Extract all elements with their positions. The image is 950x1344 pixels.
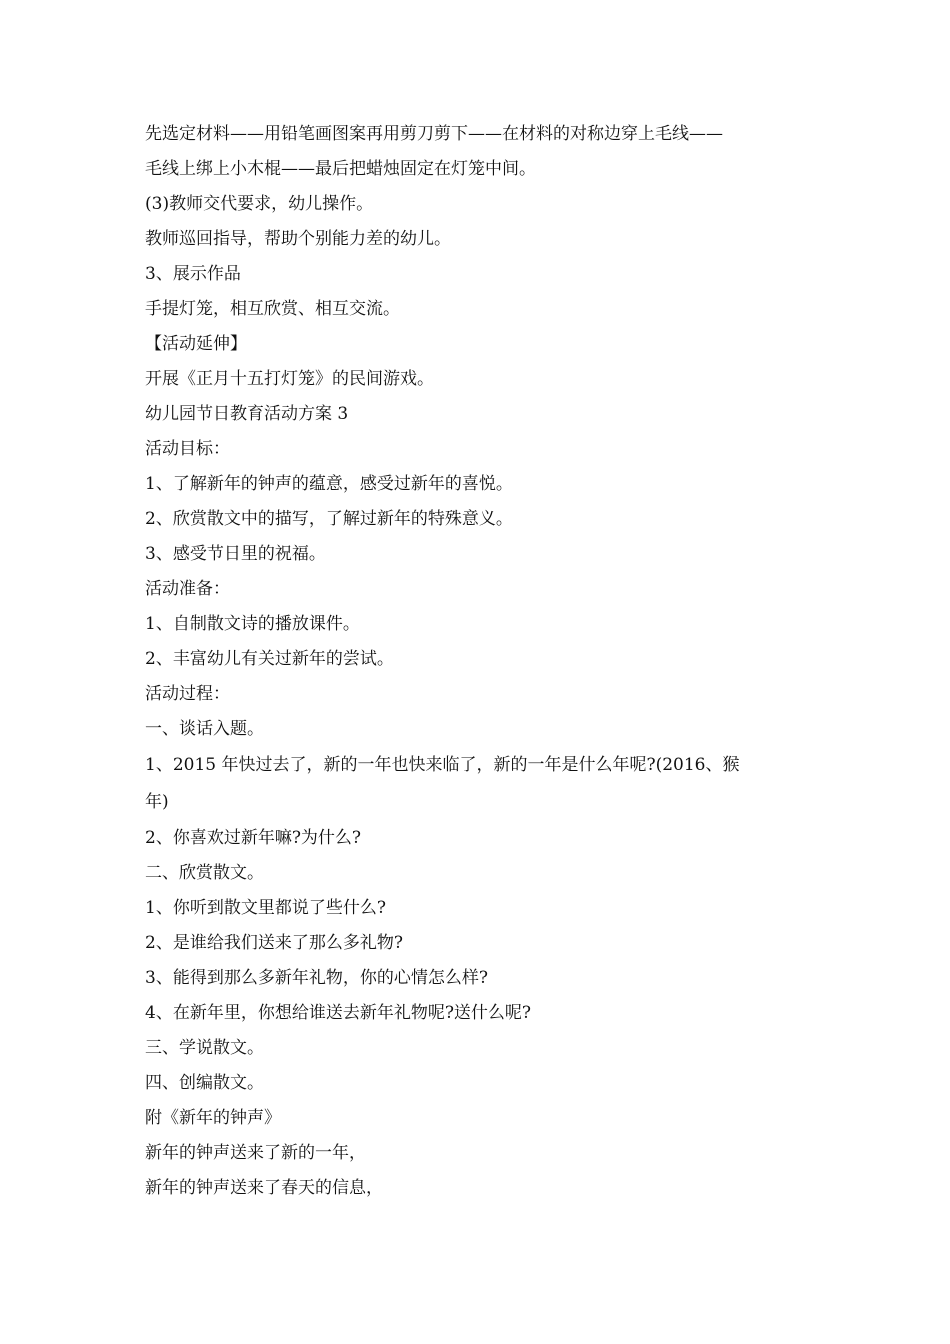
text-line: 2、你喜欢过新年嘛?为什么? (145, 828, 362, 848)
section-heading: 活动过程： (145, 684, 230, 704)
section-heading: 活动目标： (145, 439, 230, 459)
text-line: 新年的钟声送来了新的一年， (145, 1143, 366, 1163)
text-line: 四、创编散文。 (145, 1073, 264, 1093)
section-heading: 【活动延伸】 (145, 334, 247, 354)
text-line: 二、欣赏散文。 (145, 863, 264, 883)
text-line: 教师巡回指导，帮助个别能力差的幼儿。 (145, 229, 451, 249)
text-line: 三、学说散文。 (145, 1038, 264, 1058)
text-line: 2、是谁给我们送来了那么多礼物? (145, 933, 403, 953)
text-line: 1、自制散文诗的播放课件。 (145, 614, 360, 634)
text-line: 4、在新年里，你想给谁送去新年礼物呢?送什么呢? (145, 1003, 532, 1023)
text-line: 附《新年的钟声》 (145, 1108, 281, 1128)
text-line: 1、2015 年快过去了，新的一年也快来临了，新的一年是什么年呢?(2016、猴 (145, 755, 740, 775)
text-line: 3、能得到那么多新年礼物，你的心情怎么样? (145, 968, 488, 988)
text-line: 手提灯笼，相互欣赏、相互交流。 (145, 299, 400, 319)
text-line: 3、展示作品 (145, 264, 241, 284)
text-line: 2、欣赏散文中的描写，了解过新年的特殊意义。 (145, 509, 513, 529)
text-line: 先选定材料——用铅笔画图案再用剪刀剪下——在材料的对称边穿上毛线—— (145, 124, 723, 144)
text-line: 新年的钟声送来了春天的信息， (145, 1178, 383, 1198)
text-line: (3)教师交代要求，幼儿操作。 (145, 194, 374, 214)
section-heading: 活动准备： (145, 579, 230, 599)
text-line: 1、你听到散文里都说了些什么? (145, 898, 386, 918)
text-line: 3、感受节日里的祝福。 (145, 544, 326, 564)
text-line: 年) (145, 792, 169, 812)
text-line: 开展《正月十五打灯笼》的民间游戏。 (145, 369, 434, 389)
document-title: 幼儿园节日教育活动方案 3 (145, 404, 349, 424)
document-body (145, 117, 815, 1206)
text-line: 1、了解新年的钟声的蕴意，感受过新年的喜悦。 (145, 474, 513, 494)
text-line: 2、丰富幼儿有关过新年的尝试。 (145, 649, 394, 669)
text-line: 毛线上绑上小木棍——最后把蜡烛固定在灯笼中间。 (145, 159, 536, 179)
text-line: 一、谈话入题。 (145, 719, 264, 739)
